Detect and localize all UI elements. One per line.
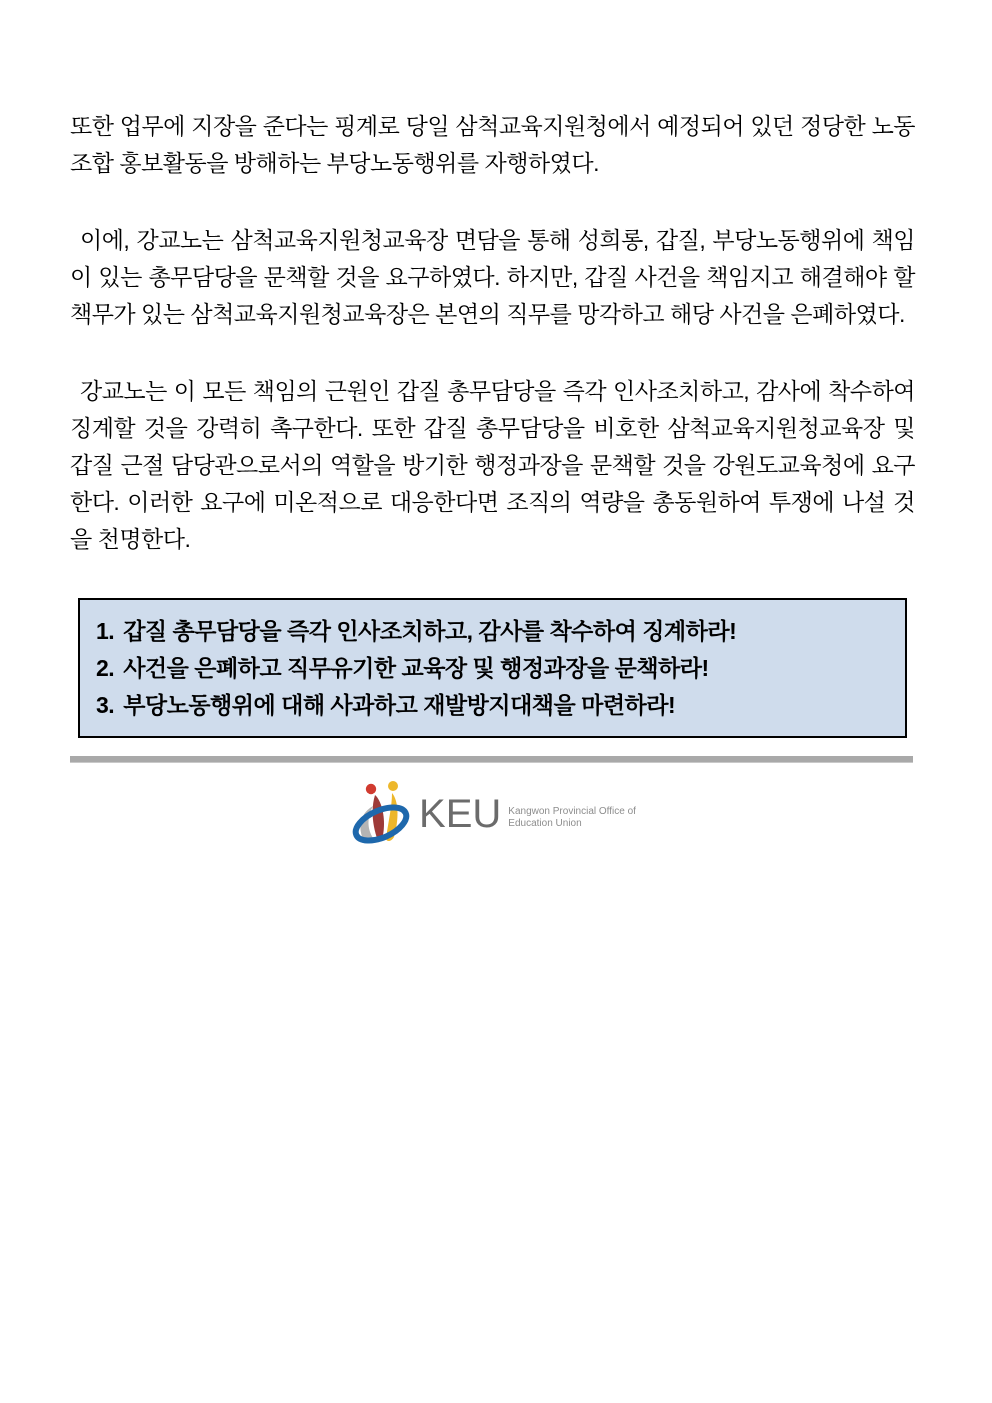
- keu-org-name: [508, 806, 636, 830]
- demands-box: [78, 598, 907, 738]
- paragraph-1: 또한 업무에 지장을 준다는 핑계로 당일 삼척교육지원청에서 예정되어 있던 정당한 노동조합 홍보활동을 방해하는 부당노동행위를 자행하였다.: [70, 113, 915, 176]
- demand-text: 사건을 은폐하고 직무유기한 교육장 및 행정과장을 문책하라!: [123, 655, 709, 681]
- footer-logo: [70, 777, 915, 851]
- demand-text: 부당노동행위에 대해 사과하고 재발방지대책을 마련하라!: [123, 692, 676, 718]
- demand-number: 2.: [96, 655, 115, 681]
- divider-bar: [70, 756, 913, 763]
- keu-org-line1: Kangwon Provincial Office of: [508, 806, 636, 817]
- demand-item-1: [96, 613, 891, 650]
- keu-org-line2: Education Union: [508, 818, 582, 829]
- demand-text: 갑질 총무담당을 즉각 인사조치하고, 감사를 착수하여 징계하라!: [123, 618, 737, 644]
- demand-item-3: [96, 687, 891, 724]
- keu-logo-icon: [349, 778, 413, 850]
- paragraph-3: 강교노는 이 모든 책임의 근원인 갑질 총무담당을 즉각 인사조치하고, 감사에 착수하여 징계할 것을 강력히 촉구한다. 또한 갑질 총무담당을 비호한 삼척교육지원청교육장 및 갑질 근절 담당관으로서의 역할을 방기한 행정과장을 문책할 것을 강원도교육청에 요구한다. 이러한 요구에 미온적으로 대응한다면 조직의 역량을 총동원하여 투쟁에 나설 것을 천명한다.: [70, 378, 915, 552]
- demand-item-2: [96, 650, 891, 687]
- demand-number: 1.: [96, 618, 115, 644]
- paragraph-2: 이에, 강교노는 삼척교육지원청교육장 면담을 통해 성희롱, 갑질, 부당노동행위에 책임이 있는 총무담당을 문책할 것을 요구하였다. 하지만, 갑질 사건을 책임지고 해결해야 할 책무가 있는 삼척교육지원청교육장은 본연의 직무를 망각하고 해당 사건을 은폐하였다.: [70, 227, 915, 327]
- demand-number: 3.: [96, 692, 115, 718]
- keu-logo-text: KEU: [419, 792, 502, 836]
